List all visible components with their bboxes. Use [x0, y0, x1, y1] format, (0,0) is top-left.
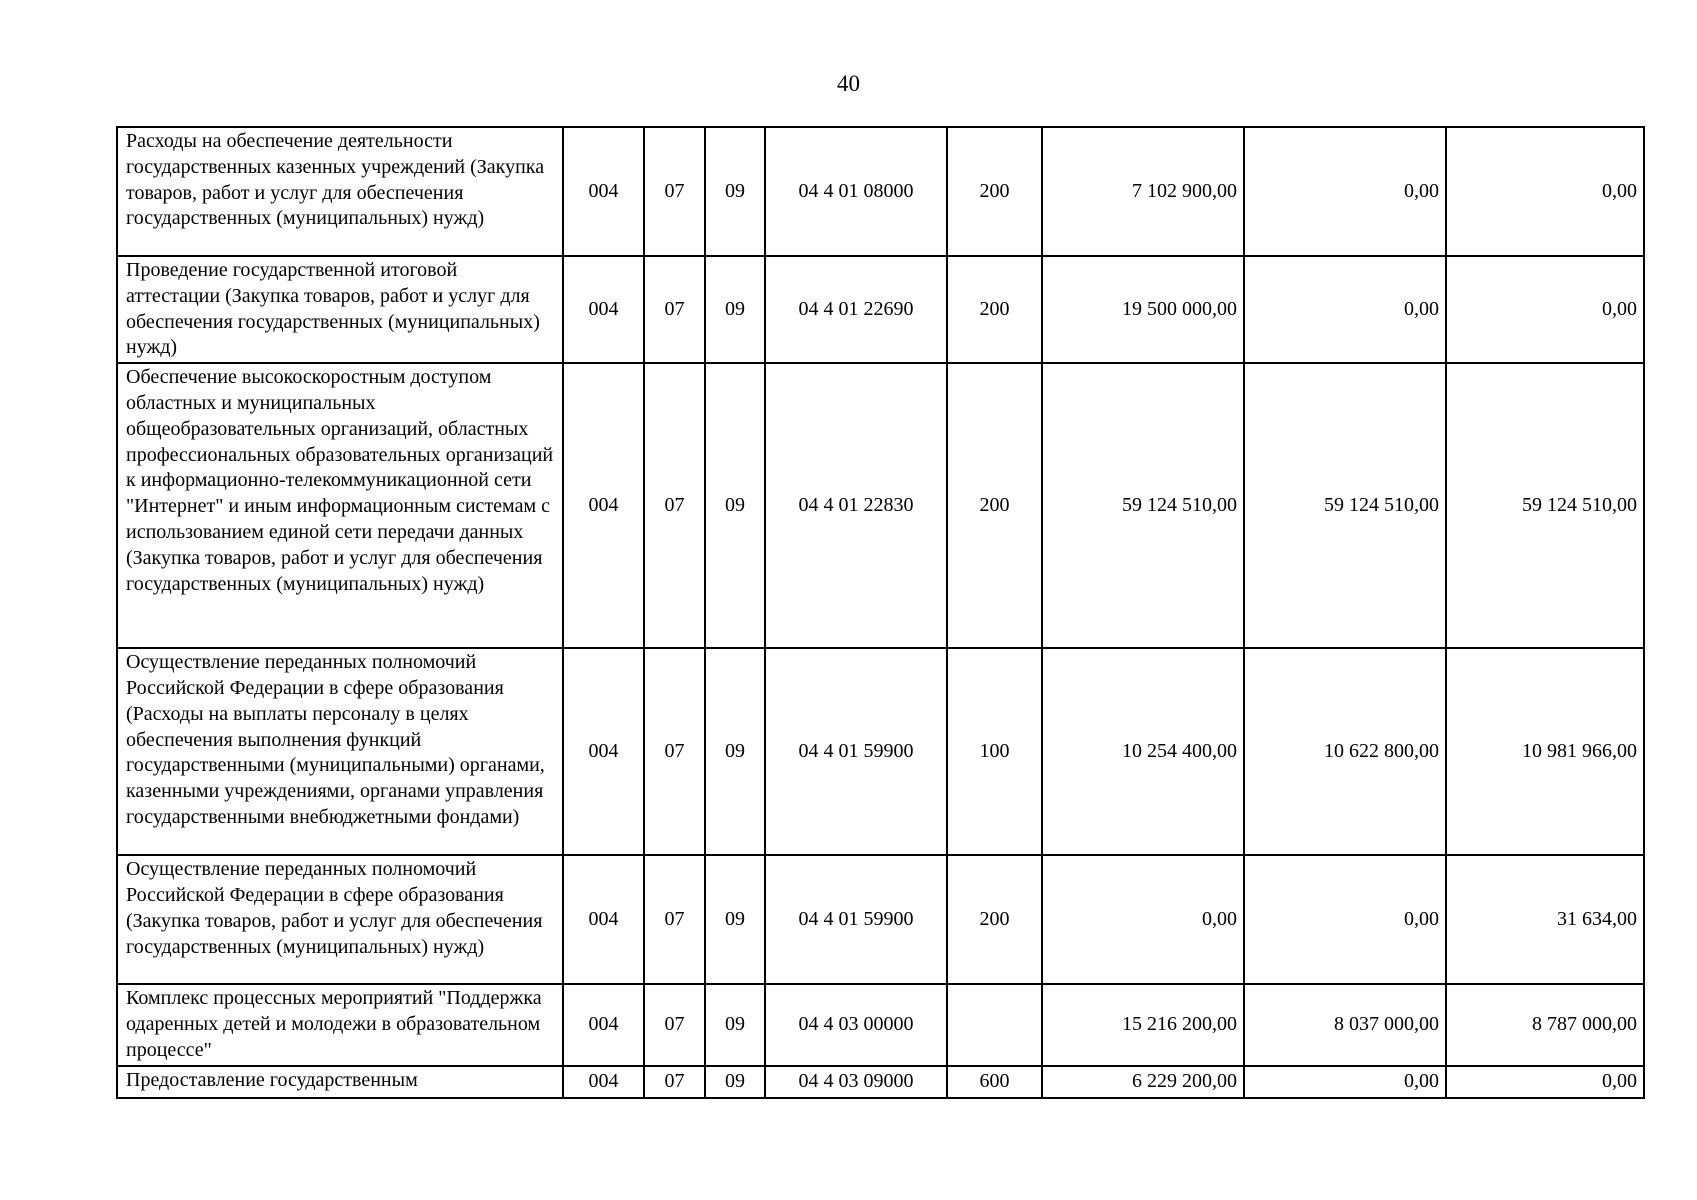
subsection-code: 09 — [705, 256, 765, 363]
table-row — [117, 1066, 1644, 1098]
amount-year-3: 31 634,00 — [1446, 855, 1644, 984]
amount-year-1: 0,00 — [1042, 855, 1244, 984]
table-row — [117, 855, 1644, 984]
amount-year-2: 10 622 800,00 — [1244, 648, 1446, 855]
table-row — [117, 984, 1644, 1065]
amount-year-1: 59 124 510,00 — [1042, 363, 1244, 648]
section-code: 07 — [644, 855, 705, 984]
ministry-code: 004 — [563, 855, 644, 984]
expense-type-code — [947, 984, 1042, 1065]
amount-year-1: 15 216 200,00 — [1042, 984, 1244, 1065]
target-article-code: 04 4 01 08000 — [765, 127, 947, 256]
expense-type-code: 200 — [947, 855, 1042, 984]
amount-year-3: 0,00 — [1446, 127, 1644, 256]
budget-table — [116, 126, 1645, 1099]
target-article-code: 04 4 01 59900 — [765, 648, 947, 855]
ministry-code: 004 — [563, 127, 644, 256]
table-row — [117, 256, 1644, 363]
section-code: 07 — [644, 363, 705, 648]
section-code: 07 — [644, 648, 705, 855]
subsection-code: 09 — [705, 984, 765, 1065]
table-row — [117, 648, 1644, 855]
section-code: 07 — [644, 256, 705, 363]
ministry-code: 004 — [563, 256, 644, 363]
subsection-code: 09 — [705, 648, 765, 855]
target-article-code: 04 4 01 59900 — [765, 855, 947, 984]
amount-year-3: 59 124 510,00 — [1446, 363, 1644, 648]
ministry-code: 004 — [563, 363, 644, 648]
subsection-code: 09 — [705, 127, 765, 256]
target-article-code: 04 4 01 22830 — [765, 363, 947, 648]
expense-type-code: 200 — [947, 363, 1042, 648]
section-code: 07 — [644, 1066, 705, 1098]
table-row — [117, 127, 1644, 256]
subsection-code: 09 — [705, 855, 765, 984]
amount-year-1: 7 102 900,00 — [1042, 127, 1244, 256]
expense-name: Комплекс процессных мероприятий "Поддержка одаренных детей и молодежи в образовательном процессе" — [117, 984, 563, 1065]
amount-year-2: 59 124 510,00 — [1244, 363, 1446, 648]
amount-year-2: 0,00 — [1244, 855, 1446, 984]
amount-year-3: 10 981 966,00 — [1446, 648, 1644, 855]
page-number: 40 — [837, 71, 860, 96]
subsection-code: 09 — [705, 363, 765, 648]
amount-year-2: 0,00 — [1244, 1066, 1446, 1098]
expense-name: Расходы на обеспечение деятельности государственных казенных учреждений (Закупка товаров, работ и услуг для обеспечения государственных (муниципальных) нужд) — [117, 127, 563, 256]
amount-year-2: 8 037 000,00 — [1244, 984, 1446, 1065]
ministry-code: 004 — [563, 648, 644, 855]
expense-type-code: 100 — [947, 648, 1042, 855]
amount-year-2: 0,00 — [1244, 256, 1446, 363]
section-code: 07 — [644, 984, 705, 1065]
target-article-code: 04 4 03 00000 — [765, 984, 947, 1065]
ministry-code: 004 — [563, 1066, 644, 1098]
amount-year-3: 0,00 — [1446, 256, 1644, 363]
amount-year-3: 8 787 000,00 — [1446, 984, 1644, 1065]
ministry-code: 004 — [563, 984, 644, 1065]
expense-type-code: 600 — [947, 1066, 1042, 1098]
amount-year-2: 0,00 — [1244, 127, 1446, 256]
section-code: 07 — [644, 127, 705, 256]
target-article-code: 04 4 01 22690 — [765, 256, 947, 363]
amount-year-1: 6 229 200,00 — [1042, 1066, 1244, 1098]
table-row — [117, 363, 1644, 648]
expense-name: Осуществление переданных полномочий Российской Федерации в сфере образования (Расходы на выплаты персоналу в целях обеспечения выполнения функций государственными (муниципальными) органами, казенными учреждениями, органами управления государственными внебюджетными фондами) — [117, 648, 563, 855]
subsection-code: 09 — [705, 1066, 765, 1098]
expense-type-code: 200 — [947, 256, 1042, 363]
expense-type-code: 200 — [947, 127, 1042, 256]
expense-name: Предоставление государственным — [117, 1066, 563, 1098]
expense-name: Осуществление переданных полномочий Российской Федерации в сфере образования (Закупка товаров, работ и услуг для обеспечения государственных (муниципальных) нужд) — [117, 855, 563, 984]
amount-year-1: 10 254 400,00 — [1042, 648, 1244, 855]
amount-year-1: 19 500 000,00 — [1042, 256, 1244, 363]
expense-name: Проведение государственной итоговой аттестации (Закупка товаров, работ и услуг для обеспечения государственных (муниципальных) нужд) — [117, 256, 563, 363]
amount-year-3: 0,00 — [1446, 1066, 1644, 1098]
target-article-code: 04 4 03 09000 — [765, 1066, 947, 1098]
expense-name: Обеспечение высокоскоростным доступом областных и муниципальных общеобразовательных организаций, областных профессиональных образовательных организаций к информационно-телекоммуникационной сети "Интернет" и иным информационным системам с использованием единой сети передачи данных (Закупка товаров, работ и услуг для обеспечения государственных (муниципальных) нужд) — [117, 363, 563, 648]
